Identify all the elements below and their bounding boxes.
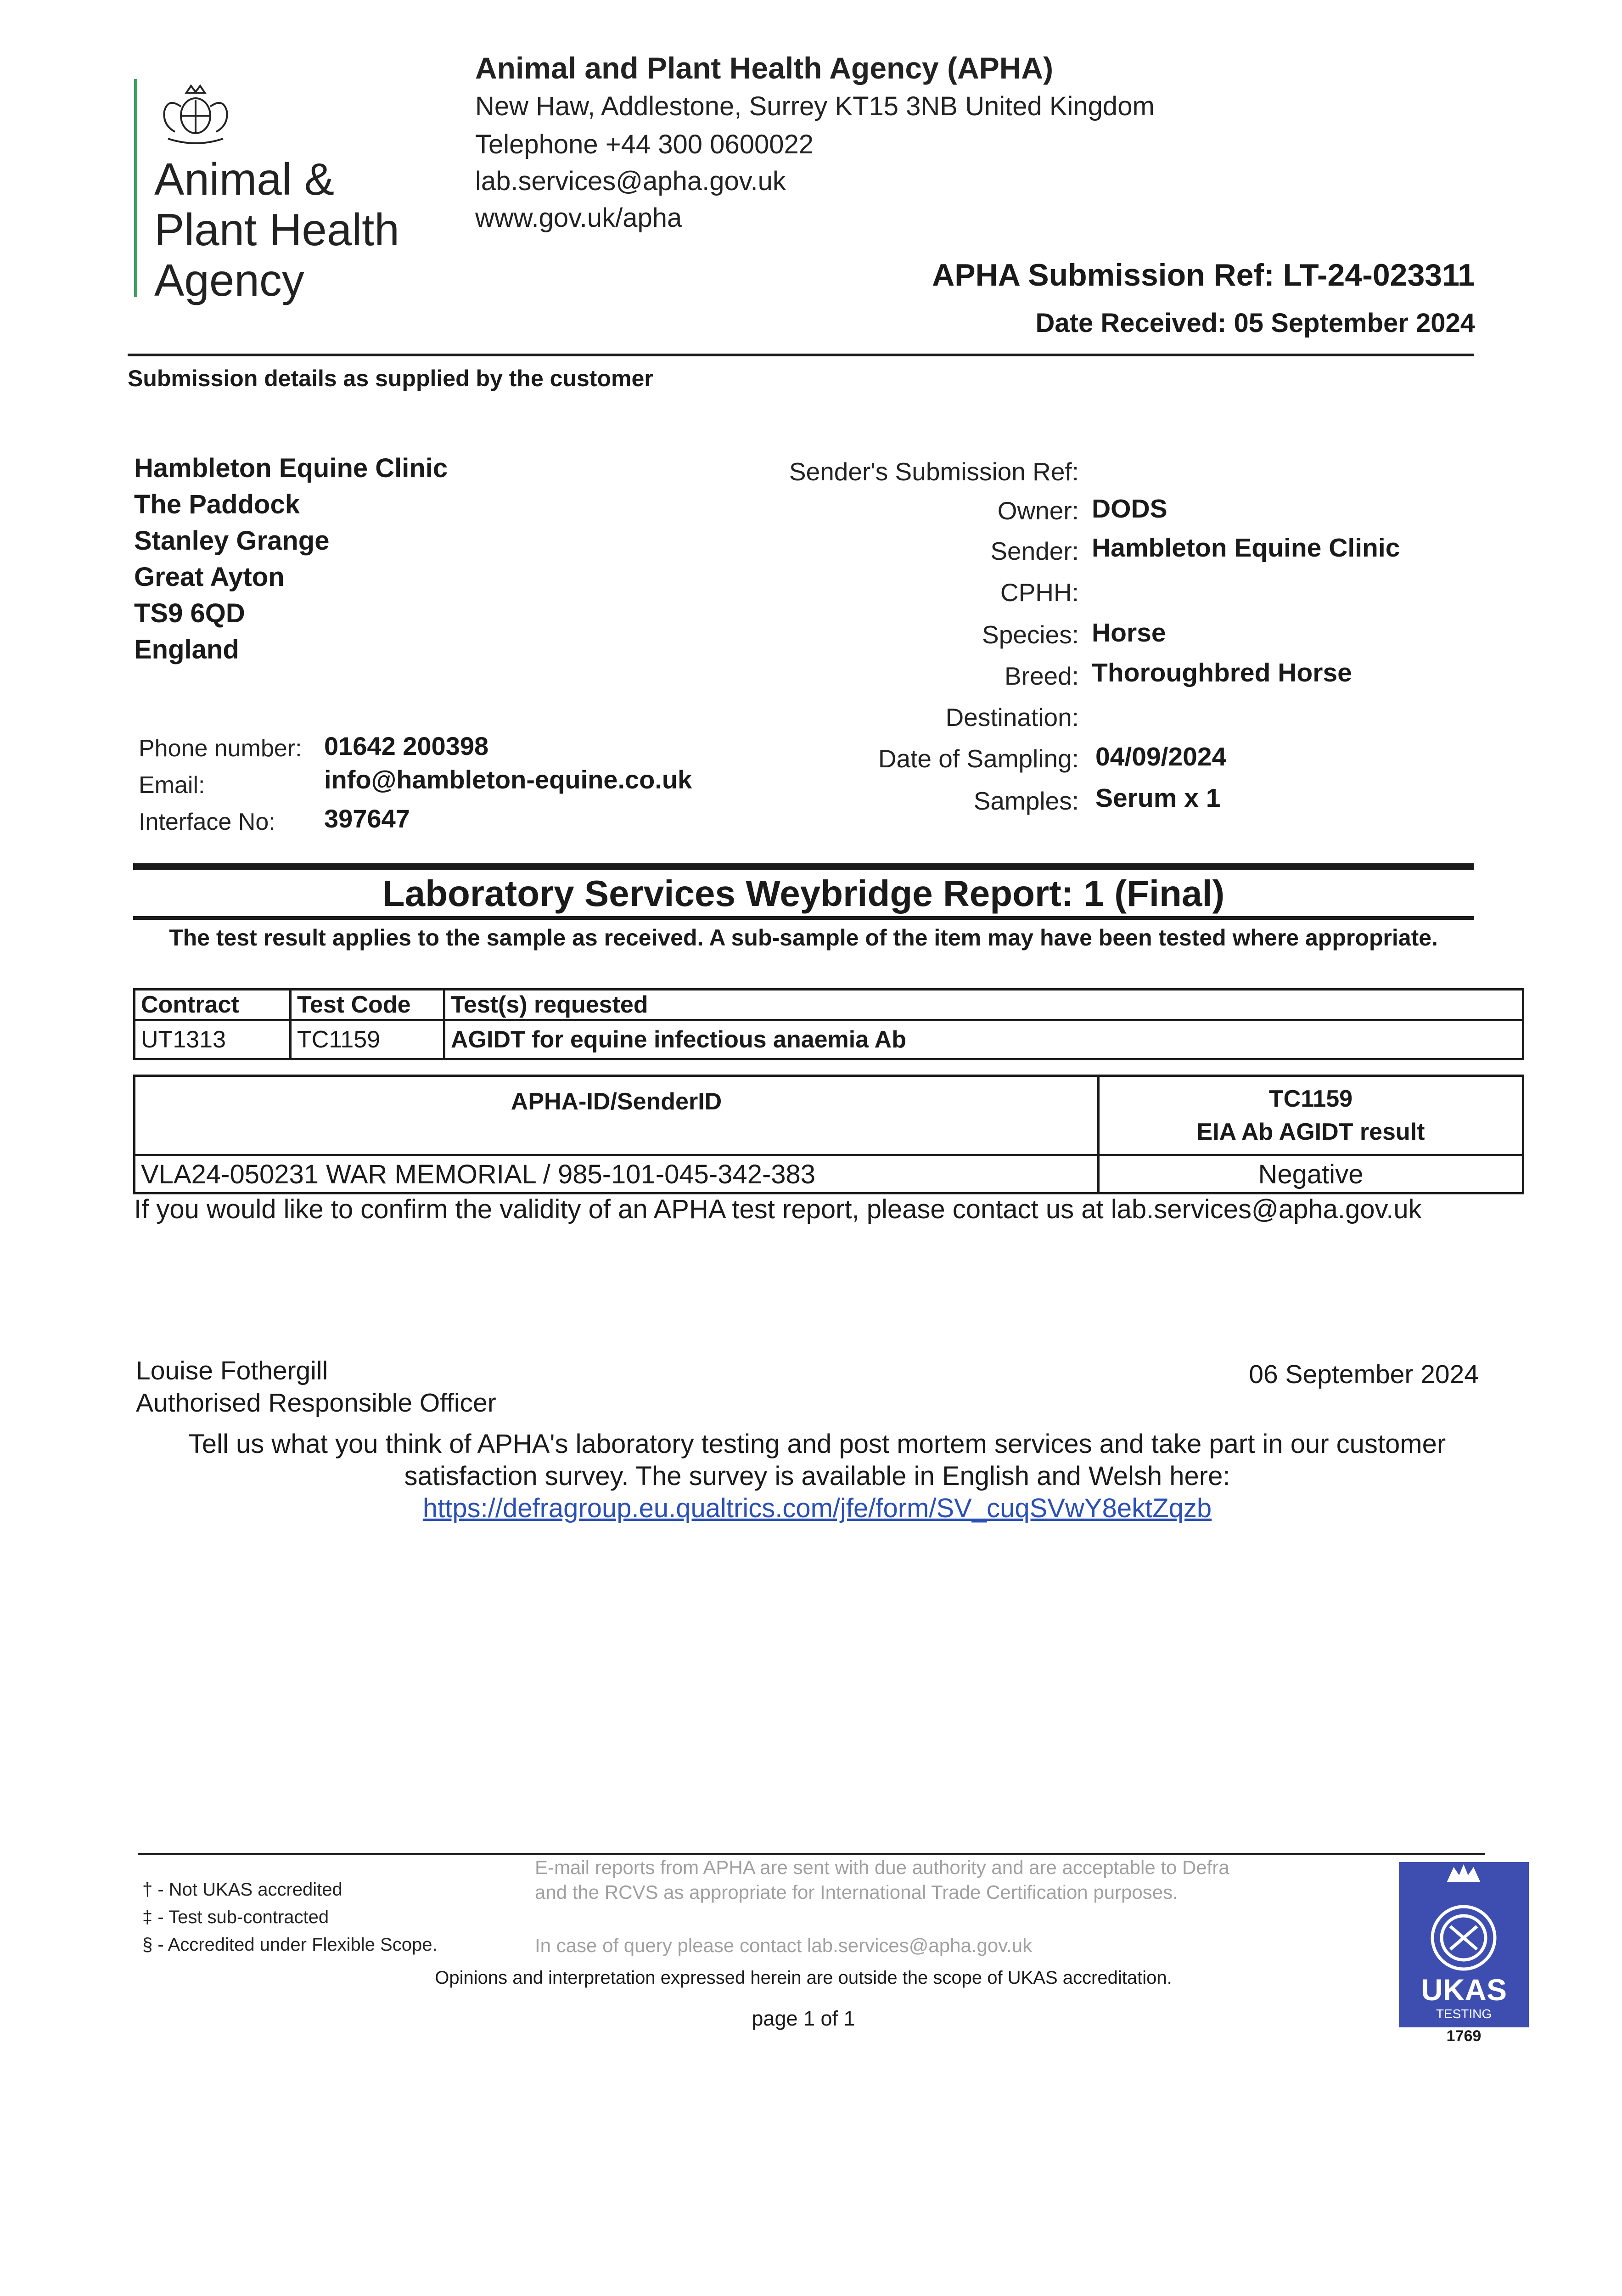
signature-date: 06 September 2024	[1249, 1360, 1479, 1389]
agency-name: Animal and Plant Health Agency (APHA)	[475, 51, 1054, 85]
field-label-samples: Samples:	[973, 787, 1079, 815]
field-label-cphh: CPHH:	[1000, 578, 1079, 607]
report-title-rule	[133, 916, 1474, 920]
column-header-apha-id: APHA-ID/SenderID	[135, 1076, 1099, 1155]
table-row	[135, 1020, 1523, 1059]
field-value-breed: Thoroughbred Horse	[1092, 658, 1352, 687]
field-label-species: Species:	[982, 620, 1079, 649]
signatory	[136, 1355, 496, 1419]
address-line: Hambleton Equine Clinic	[134, 453, 448, 483]
submission-ref: APHA Submission Ref: LT-24-023311	[932, 258, 1475, 293]
page-number: page 1 of 1	[752, 2007, 855, 2030]
survey-link[interactable]: https://defragroup.eu.qualtrics.com/jfe/form/SV_cuqSVwY8ektZqzb	[422, 1493, 1212, 1523]
logo-accent-bar	[134, 79, 137, 297]
date-received: Date Received: 05 September 2024	[1035, 308, 1475, 338]
sample-applies-note: The test result applies to the sample as received. A sub-sample of the item may have been tested where appropriate.	[169, 925, 1438, 951]
tests-header-row	[135, 990, 1523, 1020]
email-value: info@hambleton-equine.co.uk	[324, 765, 692, 794]
report-top-rule	[133, 863, 1474, 870]
query-note: In case of query please contact lab.services@apha.gov.uk	[535, 1935, 1033, 1956]
ukas-number: 1769	[1446, 2027, 1482, 2045]
phone-value: 01642 200398	[324, 732, 489, 760]
column-header-result	[1099, 1076, 1523, 1155]
field-value-sender: Hambleton Equine Clinic	[1092, 533, 1400, 563]
results-table	[133, 1075, 1524, 1194]
field-label-sender: Sender:	[990, 537, 1079, 565]
report-title: Laboratory Services Weybridge Report: 1 (Final)	[382, 873, 1225, 914]
royal-crest-icon	[154, 79, 237, 148]
survey-text: Tell us what you think of APHA's laboratory testing and post mortem services and take part in our customer satisfaction survey. The survey is available in English and Welsh here:	[188, 1429, 1446, 1491]
column-header-test-code: Test Code	[291, 990, 444, 1020]
field-value-species: Horse	[1092, 618, 1166, 647]
cell-contract: UT1313	[135, 1020, 291, 1059]
footnote: ‡ - Test sub-contracted	[142, 1907, 329, 1927]
field-value-samples: Serum x 1	[1095, 783, 1221, 813]
agency-email: lab.services@apha.gov.uk	[475, 166, 786, 196]
field-label-breed: Breed:	[1004, 662, 1079, 690]
signatory-name: Louise Fothergill	[136, 1356, 328, 1385]
address-line: England	[134, 635, 239, 664]
cell-sample-id: VLA24-050231 WAR MEMORIAL / 985-101-045-342-383	[135, 1155, 1099, 1193]
field-label-destination: Destination:	[945, 703, 1079, 732]
logo-text-line-3: Agency	[154, 255, 304, 305]
validity-note: If you would like to confirm the validity of an APHA test report, please contact us at lab.services@apha.gov.uk	[134, 1194, 1422, 1224]
table-row	[135, 1155, 1523, 1193]
ukas-badge	[1399, 1862, 1529, 2027]
ukas-sub-label: TESTING	[1436, 2007, 1492, 2021]
ukas-label: UKAS	[1420, 1973, 1507, 2007]
field-label-sender-ref: Sender's Submission Ref:	[789, 457, 1079, 486]
address-line: Stanley Grange	[134, 526, 330, 556]
phone-label: Phone number:	[139, 735, 302, 762]
ukas-scope-note: Opinions and interpretation expressed herein are outside the scope of UKAS accreditation.	[435, 1968, 1172, 1988]
field-value-date-of-sampling: 04/09/2024	[1095, 742, 1227, 771]
column-header-tests-requested: Test(s) requested	[444, 990, 1523, 1020]
address-line: The Paddock	[134, 490, 300, 519]
agency-address: New Haw, Addlestone, Surrey KT15 3NB United Kingdom	[475, 91, 1155, 121]
address-line: TS9 6QD	[134, 598, 245, 628]
email-label: Email:	[139, 772, 205, 799]
cell-result: Negative	[1099, 1155, 1523, 1193]
email-disclaimer: E-mail reports from APHA are sent with due authority and are acceptable to Defra and the RCVS as appropriate for International Trade Certification purposes.	[535, 1857, 1229, 1903]
logo-text-line-1: Animal &	[154, 154, 335, 204]
tests-table	[133, 988, 1524, 1060]
field-label-date-of-sampling: Date of Sampling:	[878, 744, 1079, 773]
address-line: Great Ayton	[134, 562, 285, 592]
interface-label: Interface No:	[139, 809, 275, 835]
result-test-code: TC1159	[1268, 1086, 1353, 1112]
interface-value: 397647	[324, 804, 410, 833]
cell-tests-requested: AGIDT for equine infectious anaemia Ab	[444, 1020, 1523, 1059]
footnote: † - Not UKAS accredited	[142, 1880, 342, 1900]
field-label-owner: Owner:	[997, 496, 1079, 525]
result-test-name: EIA Ab AGIDT result	[1196, 1119, 1425, 1145]
results-header-row	[135, 1076, 1523, 1155]
footer-rule	[138, 1853, 1485, 1855]
survey-block	[152, 1428, 1483, 1525]
logo-text-line-2: Plant Health	[154, 204, 399, 255]
footnote: § - Accredited under Flexible Scope.	[142, 1935, 438, 1955]
header-divider	[128, 354, 1474, 356]
agency-website: www.gov.uk/apha	[475, 203, 682, 233]
signatory-role: Authorised Responsible Officer	[136, 1388, 496, 1418]
field-value-owner: DODS	[1092, 494, 1167, 523]
agency-telephone: Telephone +44 300 0600022	[475, 129, 814, 159]
section-title: Submission details as supplied by the customer	[128, 366, 653, 391]
column-header-contract: Contract	[135, 990, 291, 1020]
cell-test-code: TC1159	[291, 1020, 444, 1059]
